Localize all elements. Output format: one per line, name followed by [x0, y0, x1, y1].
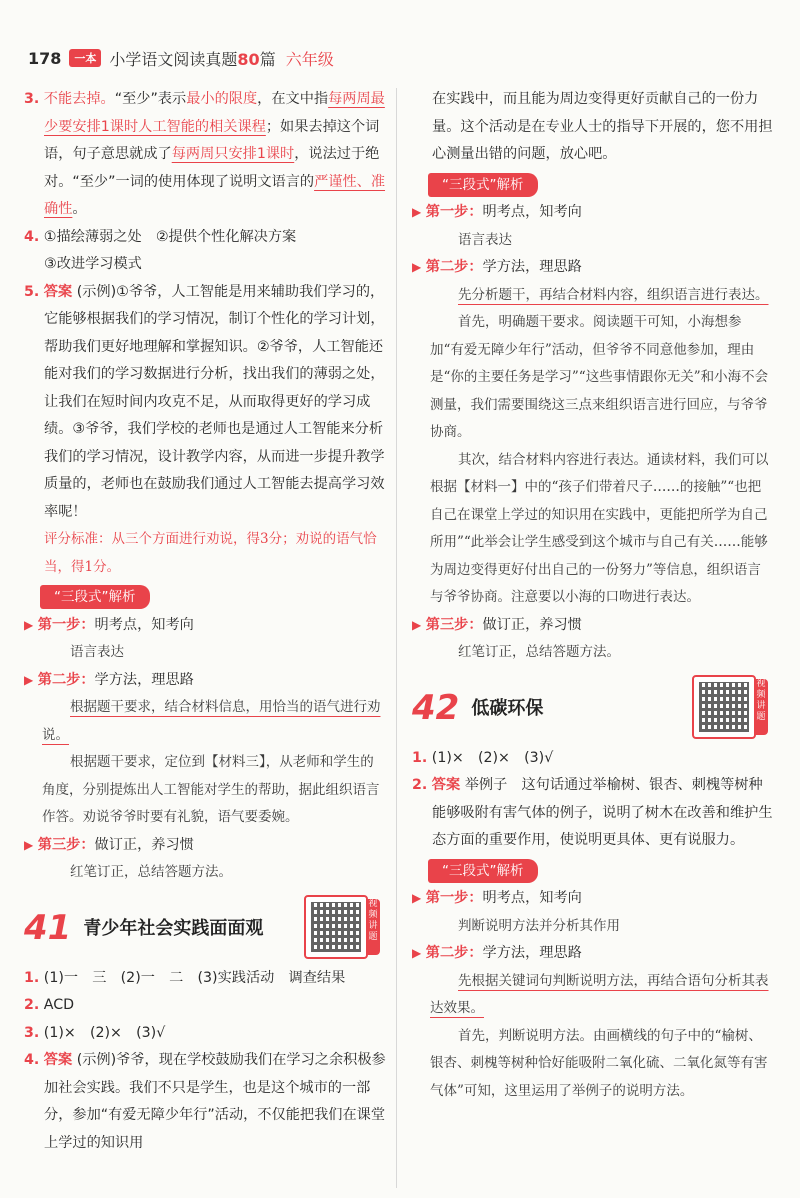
- step-2-para-1: 首先，明确题干要求。阅读题干可知，小海想参加“有爱无障少年行”活动，但爷爷不同意他参加，理由是“你的主要任务是学习”“这些事情跟你无关”和小海不会测量，我们需要围绕这三点来组织语言进行回应，与爷爷协商。: [430, 314, 769, 440]
- brand-logo: 一本: [69, 49, 101, 67]
- grade-label: 六年级: [285, 49, 334, 69]
- step-2-method: 根据题干要求，结合材料信息，用恰当的语气进行劝说。: [42, 699, 381, 743]
- step-1: ▶ 第一步：明考点，知考向: [24, 616, 194, 633]
- step-2: ▶ 第二步：学方法，理思路: [24, 671, 194, 688]
- section-title: 低碳环保: [471, 697, 544, 719]
- step-2-para-1: 首先，判断说明方法。由画横线的句子中的“榆树、银杏、刺槐等树种恰好能吸附二氧化硫、二氧化氮等有害气体”可知，这里运用了举例子的说明方法。: [430, 1027, 768, 1099]
- q3-text-part: 最小的限度: [186, 91, 258, 107]
- q3-text-part: 严谨性、准确性: [44, 173, 386, 217]
- step-2-explanation: 根据题干要求，定位到【材料三】，从老师和学生的角度，分别提炼出人工智能对学生的帮助，据此组织语言作答。劝说爷爷时要有礼貌，语气要委婉。: [42, 754, 380, 825]
- qr-code[interactable]: [692, 675, 766, 739]
- left-column: [24, 86, 386, 1157]
- section-42-header: [412, 677, 774, 741]
- section-title: 青少年社会实践面面观: [83, 917, 264, 939]
- q3-text-part: 。: [72, 201, 87, 217]
- step-3-note: 红笔订正，总结答题方法。: [458, 644, 620, 660]
- analysis-badge: “三段式”解析: [428, 173, 538, 197]
- analysis-badge: “三段式”解析: [428, 859, 538, 883]
- q3-text-part: 不能去掉。: [43, 91, 115, 107]
- page-number: 178: [28, 48, 62, 68]
- step-2-method: 先分析题干，再结合材料内容，组织语言进行表达。: [458, 286, 769, 303]
- step-3: ▶ 第三步：做订正，养习惯: [412, 616, 582, 633]
- q3-text-part: ，在文中指: [257, 91, 329, 107]
- s41-q1: 1. (1)一 三 (2)一 二 (3)实践活动 调查结果: [24, 969, 346, 986]
- step-1: ▶ 第一步：明考点，知考向: [412, 204, 582, 220]
- qr-video-tag: 视频讲题: [754, 679, 768, 735]
- book-title: 小学语文阅读真题80篇: [109, 49, 276, 69]
- step-2-method: 先根据关键词句判断说明方法，再结合语句分析其表达效果。: [430, 972, 769, 1016]
- answer-q4: 4. ①描绘薄弱之处 ②提供个性化解决方案: [24, 228, 297, 245]
- step-2: ▶ 第二步：学方法，理思路: [412, 259, 582, 275]
- step-1-note: 语言表达: [70, 644, 124, 660]
- s41-q4: 4. 答案 (示例)爷爷，现在学校鼓励我们在学习之余积极参加社会实践。我们不只是学生，也是这个城市的一部分，参加“有爱无障少年行”活动，不仅能把我们在课堂上学过的知识用: [24, 1052, 386, 1151]
- section-number: 41: [24, 907, 72, 948]
- q3-text-part: “至少”表示: [114, 91, 187, 107]
- step-3: ▶ 第三步：做订正，养习惯: [24, 836, 194, 853]
- q3-text-part: ，说法过于绝对。“至少”一词的使用体现了说明文语言的: [44, 146, 380, 190]
- right-column: [412, 86, 774, 1105]
- answer-q5: 5. 答案 (示例)①爷爷，人工智能是用来辅助我们学习的，它能够根据我们的学习情况，制订个性化的学习计划，帮助我们更好地理解和掌握知识。②爷爷，人工智能还能对我们的学习数据进行分析，找出我们的薄弱之处，让我们在短时间内攻克不足，从而取得更好的学习成绩。③爷爷，我们学校的老师也是通过人工智能来分析我们的学习情况，设计教学内容，从而进一步提升教学质量的，老师也在鼓励我们通过人工智能去提高学习效率呢！: [24, 283, 385, 520]
- section-number: 42: [412, 687, 460, 728]
- step-1: ▶ 第一步：明考点，知考向: [412, 890, 582, 906]
- step-1-note: 判断说明方法并分析其作用: [458, 917, 620, 934]
- s42-q2: 2. 答案 举例子 这句话通过举榆树、银杏、刺槐等树种能够吸附有害气体的例子，说明了树木在改善和维护生态方面的重要作用，使说明更具体、更有说服力。: [412, 777, 773, 848]
- answer-q4-line2: ③改进学习模式: [44, 256, 142, 272]
- q3-text-part: ；如果去掉这个词语，句子意思就成了: [44, 118, 380, 162]
- s41-q2: 2. ACD: [24, 997, 75, 1013]
- step-2-para-2: 其次，结合材料内容进行表达。通读材料，我们可以根据【材料一】中的“孩子们带着尺子……的接触”“也把自己在课堂上学过的知识用在实践中，更能把所学为自己所用”“此举会让学生感受到这个城市与自己有关……能够为周边变得更好付出自己的一份努力”等信息，组织语言与爷爷协商。注意要以小海的口吻进行表达。: [430, 451, 769, 605]
- s41-q3: 3. (1)× (2)× (3)√: [24, 1024, 166, 1041]
- step-1-note: 语言表达: [458, 231, 512, 248]
- section-41-header: [24, 897, 386, 961]
- s41-q4-continued: 在实践中，而且能为周边变得更好贡献自己的一份力量。这个活动是在专业人士的指导下开展的，您不用担心测量出错的问题，放心吧。: [432, 91, 773, 162]
- answer-q3: 3. 不能去掉。“至少”表示最小的限度，在文中指每两周最少要安排1课时人工智能的相关课程；如果去掉这个词语，句子意思就成了每两周只安排1课时，说法过于绝对。“至少”一词的使用体现了说明文语言的严谨性、准确性。: [24, 91, 386, 217]
- qr-video-tag: 视频讲题: [366, 899, 380, 955]
- step-2: ▶ 第二步：学方法，理思路: [412, 945, 582, 961]
- scoring-standard: 评分标准：从三个方面进行劝说，得3分；劝说的语气恰当，得1分。: [44, 531, 377, 575]
- column-divider: [396, 88, 397, 1188]
- step-3-note: 红笔订正，总结答题方法。: [70, 864, 232, 880]
- q3-text-part: 每两周只安排1课时: [171, 146, 295, 162]
- analysis-badge: “三段式”解析: [40, 585, 150, 609]
- q3-text-part: 每两周最少要安排1课时人工智能的相关课程: [44, 91, 385, 135]
- qr-code[interactable]: [304, 895, 378, 959]
- page-header: [28, 46, 334, 70]
- s42-q1: 1. (1)× (2)× (3)√: [412, 749, 554, 766]
